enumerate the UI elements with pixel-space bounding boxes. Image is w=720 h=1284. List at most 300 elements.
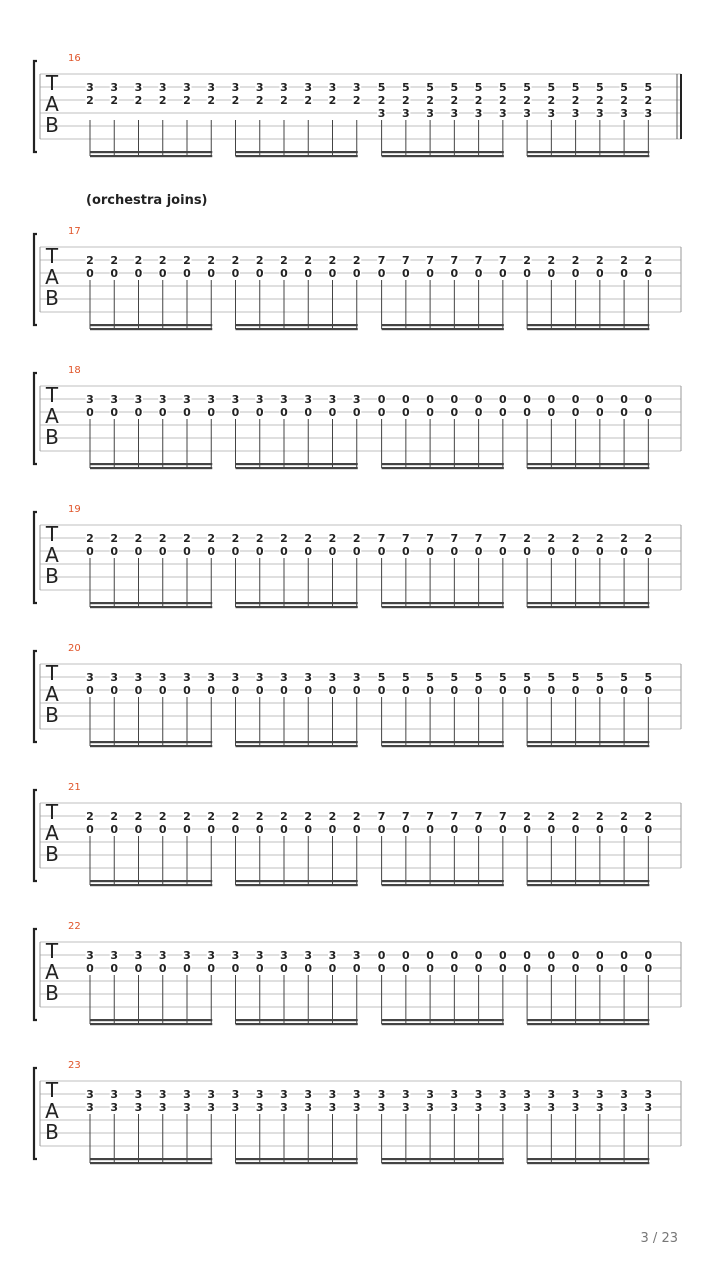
fret-number: 2 [231, 532, 240, 545]
fret-number: 0 [426, 267, 434, 280]
beam-primary [236, 151, 358, 153]
fret-number: 2 [158, 532, 167, 545]
fret-number: 2 [499, 94, 507, 107]
beam-secondary [527, 884, 649, 886]
fret-number: 0 [255, 684, 264, 697]
fret-number: 3 [620, 1101, 628, 1114]
fret-number: 0 [644, 267, 653, 280]
fret-number: 3 [352, 1101, 361, 1114]
fret-number: 2 [207, 94, 216, 107]
tab-clef-letter: T [45, 800, 59, 824]
fret-number: 2 [280, 254, 288, 267]
fret-number: 0 [183, 823, 191, 836]
fret-number: 3 [523, 107, 531, 120]
fret-number: 2 [571, 254, 580, 267]
fret-number: 2 [183, 254, 191, 267]
fret-number: 3 [86, 393, 94, 406]
fret-number: 0 [255, 406, 264, 419]
system-bracket [34, 790, 37, 881]
fret-number: 7 [377, 532, 386, 545]
fret-number: 0 [352, 962, 361, 975]
fret-number: 0 [547, 949, 556, 962]
fret-number: 0 [450, 267, 459, 280]
fret-number: 0 [280, 267, 288, 280]
fret-number: 0 [377, 684, 386, 697]
beam-secondary [382, 155, 504, 157]
fret-number: 0 [158, 823, 167, 836]
beam-secondary [527, 745, 649, 747]
fret-number: 2 [620, 810, 628, 823]
fret-number: 0 [207, 684, 216, 697]
fret-number: 3 [596, 1088, 604, 1101]
fret-number: 3 [352, 81, 361, 94]
fret-number: 0 [499, 545, 507, 558]
fret-number: 0 [402, 393, 410, 406]
fret-number: 3 [571, 1088, 580, 1101]
fret-number: 2 [304, 810, 313, 823]
fret-number: 0 [450, 823, 459, 836]
fret-number: 0 [255, 962, 264, 975]
tab-clef-letter: B [45, 842, 59, 866]
fret-number: 5 [426, 81, 434, 94]
fret-number: 3 [255, 1088, 264, 1101]
fret-number: 0 [426, 393, 434, 406]
fret-number: 3 [450, 1088, 459, 1101]
fret-number: 2 [426, 94, 434, 107]
tab-clef-letter: T [45, 939, 59, 963]
fret-number: 2 [255, 810, 264, 823]
fret-number: 7 [450, 532, 459, 545]
fret-number: 2 [207, 254, 216, 267]
fret-number: 5 [450, 81, 459, 94]
fret-number: 0 [352, 684, 361, 697]
tab-clef-letter: B [45, 981, 59, 1005]
fret-number: 0 [134, 684, 143, 697]
fret-number: 0 [183, 267, 191, 280]
fret-number: 3 [474, 1088, 483, 1101]
fret-number: 0 [183, 406, 191, 419]
fret-number: 0 [183, 545, 191, 558]
fret-number: 0 [620, 962, 628, 975]
fret-number: 0 [183, 962, 191, 975]
fret-number: 0 [86, 267, 94, 280]
fret-number: 7 [402, 532, 410, 545]
fret-number: 0 [474, 684, 483, 697]
fret-number: 0 [231, 962, 240, 975]
fret-number: 3 [110, 671, 119, 684]
fret-number: 3 [207, 81, 216, 94]
fret-number: 3 [110, 1101, 119, 1114]
fret-number: 0 [231, 267, 240, 280]
fret-number: 3 [402, 1101, 410, 1114]
fret-number: 3 [304, 81, 313, 94]
fret-number: 0 [596, 949, 604, 962]
fret-number: 0 [450, 406, 459, 419]
fret-number: 3 [158, 1101, 167, 1114]
beam-primary [527, 151, 649, 153]
fret-number: 3 [474, 107, 483, 120]
fret-number: 0 [620, 393, 628, 406]
fret-number: 0 [158, 684, 167, 697]
measure-number: 18 [68, 365, 81, 376]
fret-number: 2 [352, 532, 361, 545]
fret-number: 0 [280, 406, 288, 419]
fret-number: 2 [352, 254, 361, 267]
fret-number: 3 [158, 949, 167, 962]
fret-number: 2 [280, 810, 288, 823]
fret-number: 3 [304, 393, 313, 406]
fret-number: 3 [474, 1101, 483, 1114]
fret-number: 5 [499, 671, 507, 684]
fret-number: 0 [134, 823, 143, 836]
tab-clef-letter: A [45, 404, 59, 428]
system-bracket [34, 512, 37, 603]
fret-number: 0 [644, 393, 653, 406]
fret-number: 5 [620, 671, 628, 684]
fret-number: 2 [328, 810, 337, 823]
beam-primary [527, 324, 649, 326]
beam-secondary [527, 606, 649, 608]
fret-number: 0 [352, 823, 361, 836]
fret-number: 2 [110, 254, 119, 267]
fret-number: 7 [450, 810, 459, 823]
fret-number: 0 [328, 684, 337, 697]
fret-number: 3 [450, 1101, 459, 1114]
fret-number: 3 [231, 393, 240, 406]
fret-number: 3 [620, 107, 628, 120]
fret-number: 3 [158, 81, 167, 94]
fret-number: 0 [596, 684, 604, 697]
fret-number: 2 [86, 94, 94, 107]
fret-number: 0 [352, 406, 361, 419]
fret-number: 3 [280, 671, 288, 684]
fret-number: 0 [280, 962, 288, 975]
fret-number: 0 [474, 823, 483, 836]
fret-number: 5 [450, 671, 459, 684]
fret-number: 3 [86, 671, 94, 684]
fret-number: 3 [280, 949, 288, 962]
fret-number: 3 [304, 671, 313, 684]
beam-secondary [90, 745, 212, 747]
beam-secondary [527, 155, 649, 157]
fret-number: 3 [352, 671, 361, 684]
beam-secondary [90, 155, 212, 157]
beam-secondary [236, 606, 358, 608]
fret-number: 2 [255, 94, 264, 107]
fret-number: 0 [474, 545, 483, 558]
beam-primary [90, 151, 212, 153]
system-bracket [34, 61, 37, 152]
fret-number: 2 [450, 94, 459, 107]
fret-number: 0 [377, 962, 386, 975]
fret-number: 3 [255, 1101, 264, 1114]
fret-number: 3 [134, 1088, 143, 1101]
fret-number: 0 [620, 406, 628, 419]
fret-number: 0 [644, 962, 653, 975]
fret-number: 3 [110, 949, 119, 962]
beam-primary [236, 880, 358, 882]
fret-number: 0 [231, 684, 240, 697]
beam-primary [90, 1158, 212, 1160]
fret-number: 2 [110, 94, 119, 107]
fret-number: 2 [644, 254, 653, 267]
fret-number: 3 [547, 107, 556, 120]
beam-primary [236, 324, 358, 326]
fret-number: 3 [426, 107, 434, 120]
fret-number: 0 [110, 823, 119, 836]
fret-number: 0 [377, 823, 386, 836]
fret-number: 0 [304, 962, 313, 975]
beam-secondary [527, 467, 649, 469]
fret-number: 2 [183, 810, 191, 823]
fret-number: 0 [620, 684, 628, 697]
fret-number: 7 [402, 810, 410, 823]
fret-number: 5 [644, 81, 653, 94]
fret-number: 2 [571, 94, 580, 107]
system-bracket [34, 234, 37, 325]
beam-secondary [382, 467, 504, 469]
fret-number: 0 [523, 545, 531, 558]
beam-secondary [527, 328, 649, 330]
fret-number: 7 [426, 532, 434, 545]
system-bracket [34, 929, 37, 1020]
fret-number: 0 [499, 267, 507, 280]
fret-number: 0 [547, 962, 556, 975]
fret-number: 0 [207, 962, 216, 975]
fret-number: 7 [426, 810, 434, 823]
fret-number: 0 [402, 267, 410, 280]
fret-number: 0 [255, 267, 264, 280]
fret-number: 5 [499, 81, 507, 94]
fret-number: 0 [231, 406, 240, 419]
fret-number: 0 [426, 545, 434, 558]
fret-number: 3 [499, 107, 507, 120]
fret-number: 0 [596, 545, 604, 558]
beam-primary [90, 880, 212, 882]
beam-secondary [90, 1162, 212, 1164]
fret-number: 0 [304, 267, 313, 280]
fret-number: 0 [134, 267, 143, 280]
fret-number: 3 [571, 1101, 580, 1114]
fret-number: 0 [352, 545, 361, 558]
fret-number: 3 [644, 1088, 653, 1101]
tab-clef-letter: A [45, 682, 59, 706]
beam-secondary [382, 328, 504, 330]
fret-number: 3 [523, 1101, 531, 1114]
fret-number: 3 [231, 1101, 240, 1114]
fret-number: 3 [86, 81, 94, 94]
fret-number: 2 [547, 532, 556, 545]
fret-number: 0 [280, 823, 288, 836]
fret-number: 0 [426, 949, 434, 962]
fret-number: 3 [304, 949, 313, 962]
fret-number: 3 [328, 81, 337, 94]
fret-number: 7 [426, 254, 434, 267]
measure-number: 16 [68, 53, 81, 64]
fret-number: 0 [158, 267, 167, 280]
fret-number: 2 [328, 254, 337, 267]
fret-number: 3 [183, 81, 191, 94]
fret-number: 0 [499, 823, 507, 836]
fret-number: 0 [304, 406, 313, 419]
fret-number: 0 [426, 684, 434, 697]
fret-number: 0 [596, 406, 604, 419]
tab-clef-letter: T [45, 522, 59, 546]
tab-clef-letter: T [45, 383, 59, 407]
fret-number: 3 [402, 107, 410, 120]
fret-number: 0 [499, 962, 507, 975]
fret-number: 7 [474, 532, 483, 545]
fret-number: 0 [547, 406, 556, 419]
fret-number: 0 [450, 962, 459, 975]
fret-number: 2 [596, 254, 604, 267]
tab-clef-letter: A [45, 821, 59, 845]
fret-number: 3 [426, 1101, 434, 1114]
fret-number: 0 [231, 545, 240, 558]
fret-number: 2 [596, 532, 604, 545]
fret-number: 3 [183, 1101, 191, 1114]
tab-clef-letter: A [45, 265, 59, 289]
fret-number: 3 [158, 671, 167, 684]
fret-number: 0 [280, 684, 288, 697]
fret-number: 0 [620, 949, 628, 962]
fret-number: 3 [547, 1101, 556, 1114]
fret-number: 3 [377, 107, 386, 120]
beam-primary [236, 1158, 358, 1160]
fret-number: 0 [352, 267, 361, 280]
beam-primary [90, 324, 212, 326]
fret-number: 0 [280, 545, 288, 558]
fret-number: 3 [207, 949, 216, 962]
fret-number: 7 [474, 254, 483, 267]
beam-secondary [236, 1023, 358, 1025]
fret-number: 3 [110, 81, 119, 94]
beam-secondary [236, 155, 358, 157]
fret-number: 2 [644, 810, 653, 823]
beam-primary [382, 741, 504, 743]
fret-number: 0 [644, 823, 653, 836]
fret-number: 3 [158, 1088, 167, 1101]
fret-number: 0 [523, 393, 531, 406]
fret-number: 0 [596, 393, 604, 406]
beam-primary [90, 1019, 212, 1021]
tab-clef-letter: A [45, 92, 59, 116]
fret-number: 5 [620, 81, 628, 94]
tab-clef-letter: B [45, 703, 59, 727]
beam-secondary [90, 328, 212, 330]
beam-primary [90, 741, 212, 743]
fret-number: 0 [255, 823, 264, 836]
fret-number: 0 [596, 823, 604, 836]
tab-clef-letter: A [45, 1099, 59, 1123]
fret-number: 2 [523, 94, 531, 107]
fret-number: 2 [207, 532, 216, 545]
fret-number: 0 [86, 545, 94, 558]
fret-number: 0 [304, 684, 313, 697]
fret-number: 0 [571, 823, 580, 836]
fret-number: 3 [523, 1088, 531, 1101]
tab-clef-letter: B [45, 113, 59, 137]
fret-number: 5 [571, 671, 580, 684]
fret-number: 0 [328, 823, 337, 836]
fret-number: 0 [596, 267, 604, 280]
fret-number: 0 [402, 545, 410, 558]
beam-primary [527, 880, 649, 882]
fret-number: 3 [158, 393, 167, 406]
fret-number: 3 [280, 1101, 288, 1114]
fret-number: 0 [547, 393, 556, 406]
fret-number: 3 [207, 393, 216, 406]
fret-number: 0 [644, 684, 653, 697]
fret-number: 3 [328, 1101, 337, 1114]
fret-number: 2 [183, 94, 191, 107]
fret-number: 0 [644, 545, 653, 558]
tab-clef-letter: A [45, 543, 59, 567]
fret-number: 7 [450, 254, 459, 267]
fret-number: 3 [596, 107, 604, 120]
fret-number: 3 [110, 1088, 119, 1101]
fret-number: 5 [547, 81, 556, 94]
fret-number: 0 [377, 406, 386, 419]
fret-number: 0 [499, 949, 507, 962]
fret-number: 0 [450, 684, 459, 697]
fret-number: 3 [183, 1088, 191, 1101]
fret-number: 0 [110, 406, 119, 419]
fret-number: 0 [304, 823, 313, 836]
fret-number: 3 [280, 1088, 288, 1101]
beam-secondary [236, 328, 358, 330]
fret-number: 5 [377, 81, 386, 94]
fret-number: 0 [110, 545, 119, 558]
beam-primary [527, 741, 649, 743]
fret-number: 0 [86, 406, 94, 419]
fret-number: 3 [620, 1088, 628, 1101]
beam-secondary [236, 745, 358, 747]
fret-number: 3 [183, 671, 191, 684]
fret-number: 0 [474, 962, 483, 975]
fret-number: 0 [158, 962, 167, 975]
fret-number: 5 [523, 81, 531, 94]
beam-secondary [90, 1023, 212, 1025]
fret-number: 3 [328, 393, 337, 406]
fret-number: 0 [571, 406, 580, 419]
fret-number: 0 [207, 406, 216, 419]
beam-primary [382, 1158, 504, 1160]
tab-clef-letter: T [45, 71, 59, 95]
beam-primary [382, 602, 504, 604]
fret-number: 2 [620, 94, 628, 107]
fret-number: 3 [231, 81, 240, 94]
fret-number: 0 [183, 684, 191, 697]
fret-number: 2 [304, 254, 313, 267]
fret-number: 5 [402, 671, 410, 684]
fret-number: 0 [571, 949, 580, 962]
fret-number: 5 [596, 81, 604, 94]
fret-number: 3 [304, 1101, 313, 1114]
beam-secondary [382, 745, 504, 747]
fret-number: 0 [402, 406, 410, 419]
beam-primary [236, 602, 358, 604]
fret-number: 2 [596, 810, 604, 823]
measure-number: 20 [68, 643, 81, 654]
fret-number: 3 [110, 393, 119, 406]
fret-number: 3 [352, 949, 361, 962]
beam-primary [382, 151, 504, 153]
fret-number: 5 [644, 671, 653, 684]
fret-number: 5 [571, 81, 580, 94]
fret-number: 2 [328, 94, 337, 107]
fret-number: 0 [523, 823, 531, 836]
